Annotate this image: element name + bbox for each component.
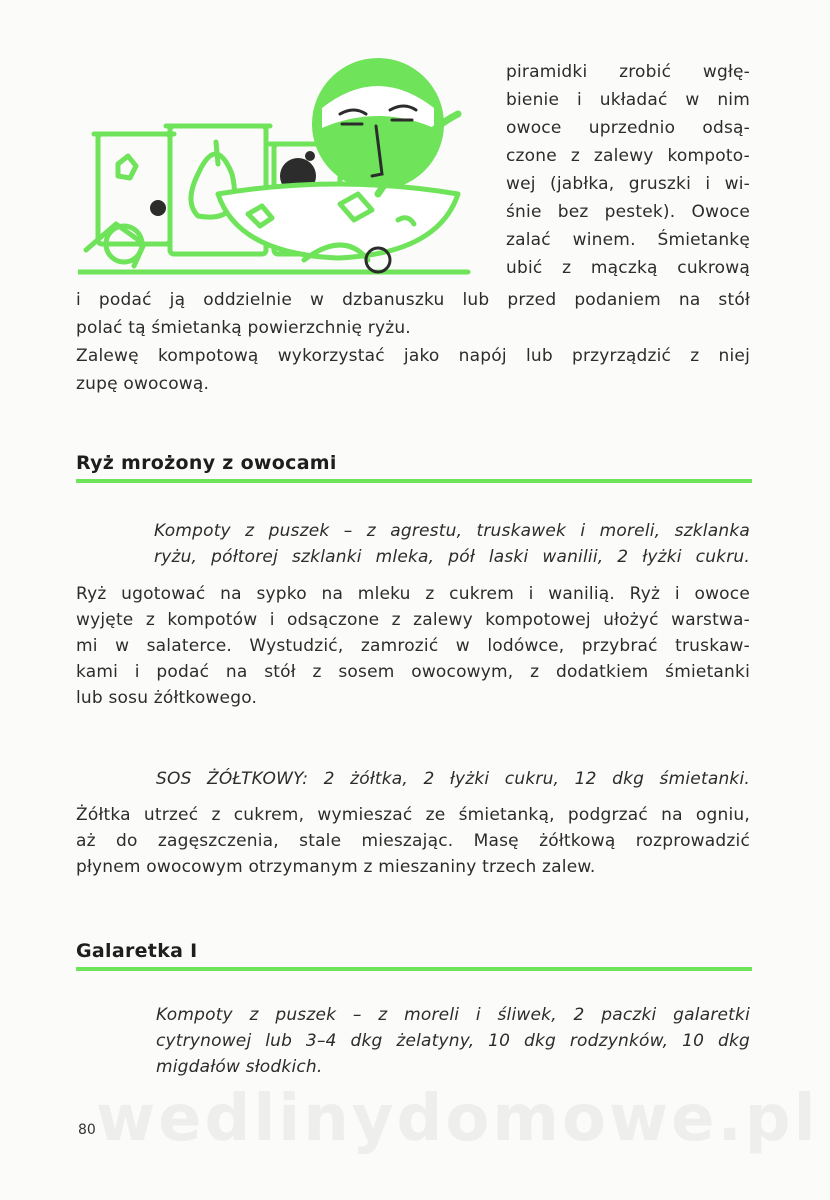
- ingredients-line: cytrynowej lub 3–4 dkg żelatyny, 10 dkg rodzynków, 10 dkg: [156, 1031, 750, 1051]
- fruit-bowl-illustration-icon: [78, 44, 478, 284]
- instruction-line: Żółtka utrzeć z cukrem, wymieszać ze śmietanką, podgrzać na ogniu,: [76, 805, 750, 825]
- text-line: bienie i układać w nim: [506, 90, 750, 110]
- instruction-line: Ryż ugotować na sypko na mleku z cukrem i wanilią. Ryż i owoce: [76, 584, 750, 604]
- ingredients-line: ryżu, półtorej szklanki mleka, pół laski wanilii, 2 łyżki cukru.: [154, 547, 750, 567]
- ingredients-frozen-rice: [154, 518, 750, 570]
- instruction-line: lub sosu żółtkowego.: [76, 688, 258, 708]
- ingredients-line: Kompoty z puszek – z agrestu, truskawek i moreli, szklanka: [154, 521, 750, 541]
- instructions-yolk-sauce: [76, 802, 750, 880]
- text-line: piramidki zrobić wgłę-: [506, 62, 750, 82]
- text-line: czone z zalewy kompoto-: [506, 146, 750, 166]
- ingredients-line: Kompoty z puszek – z moreli i śliwek, 2 paczki galaretki: [156, 1005, 750, 1025]
- page-number: 80: [78, 1122, 96, 1138]
- section-divider: [76, 967, 752, 971]
- instruction-line: mi w salaterce. Wystudzić, zamrozić w lodówce, przybrać truskaw-: [76, 636, 750, 656]
- intro-right-paragraph: [506, 58, 750, 282]
- text-line: zupę owocową.: [76, 374, 210, 394]
- ingredients-line: migdałów słodkich.: [156, 1057, 323, 1077]
- intro-full-paragraph: [76, 286, 750, 398]
- section-divider: [76, 479, 752, 483]
- text-line: owoce uprzednio odsą-: [506, 118, 750, 138]
- ingredients-yolk-sauce: [156, 766, 750, 792]
- text-line: i podać ją oddzielnie w dzbanuszku lub przed podaniem na stół: [76, 290, 750, 310]
- watermark: wedlinydomowe.pl: [96, 1082, 819, 1156]
- instruction-line: kami i podać na stół z sosem owocowym, z dodatkiem śmietanki: [76, 662, 750, 682]
- section-heading-frozen-rice: Ryż mrożony z owocami: [76, 452, 337, 474]
- ingredients-line: SOS ŻÓŁTKOWY: 2 żółtka, 2 łyżki cukru, 12 dkg śmietanki.: [156, 769, 750, 789]
- instruction-line: wyjęte z kompotów i odsączone z zalewy kompotowej ułożyć warstwa-: [76, 610, 750, 630]
- text-line: polać tą śmietanką powierzchnię ryżu.: [76, 318, 411, 338]
- text-line: Zalewę kompotową wykorzystać jako napój lub przyrządzić z niej: [76, 346, 750, 366]
- text-line: śnie bez pestek). Owoce: [506, 202, 750, 222]
- text-line: wej (jabłka, gruszki i wi-: [506, 174, 750, 194]
- text-line: ubić z mączką cukrową: [506, 258, 750, 278]
- section-heading-jelly: Galaretka I: [76, 940, 198, 962]
- instructions-frozen-rice: [76, 581, 750, 711]
- text-line: zalać winem. Śmietankę: [506, 230, 750, 250]
- ingredients-jelly: [156, 1002, 750, 1080]
- instruction-line: aż do zagęszczenia, stale mieszając. Masę żółtkową rozprowadzić: [76, 831, 750, 851]
- instruction-line: płynem owocowym otrzymanym z mieszaniny trzech zalew.: [76, 857, 596, 877]
